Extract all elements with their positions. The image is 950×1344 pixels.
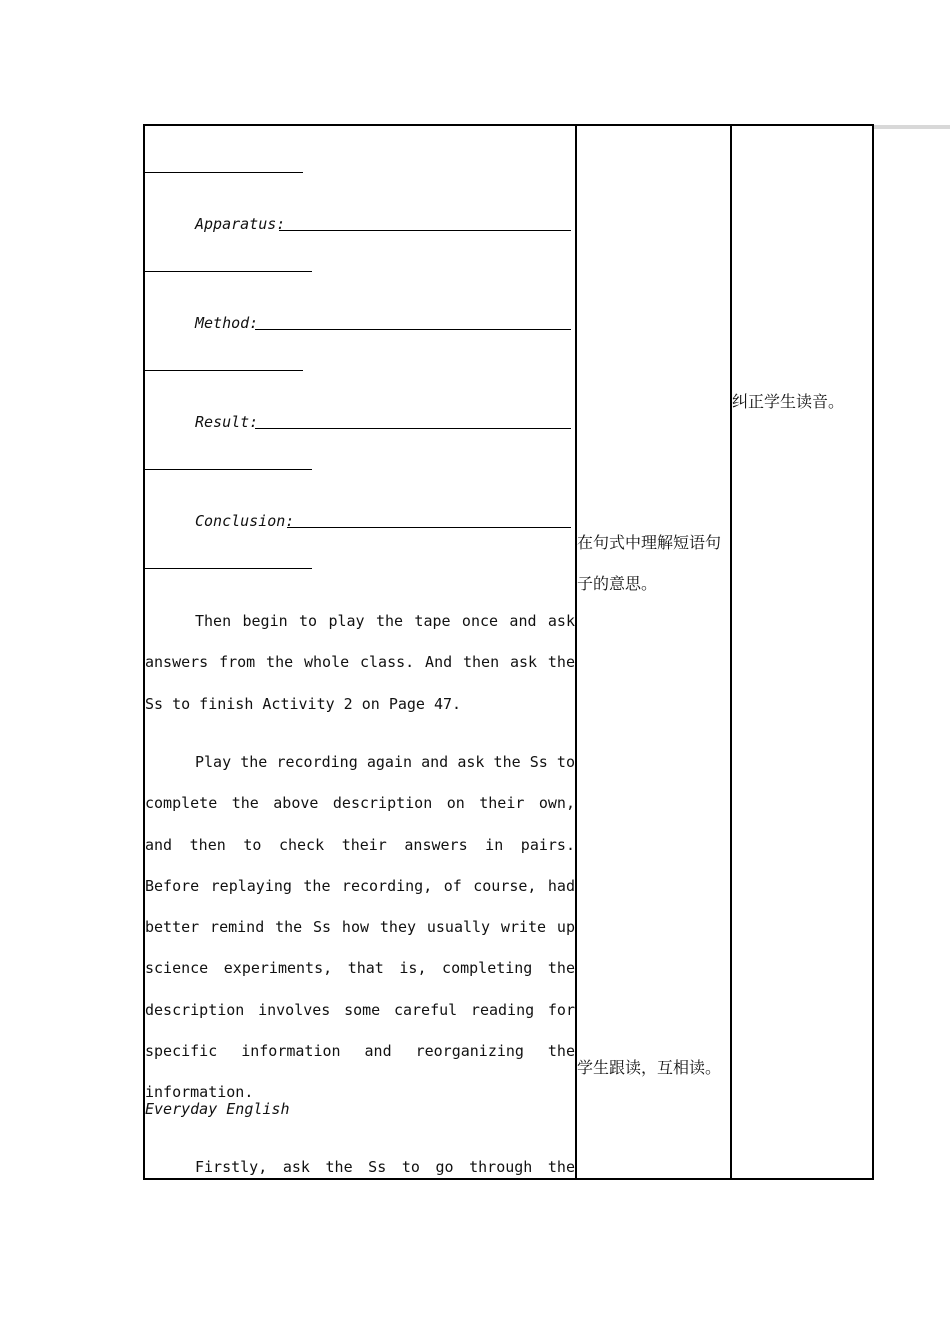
conclusion-blank — [287, 527, 571, 528]
procedure-column — [145, 126, 575, 1178]
paragraph-play-tape — [145, 601, 575, 725]
page-edge-rule — [874, 125, 950, 129]
paragraph-play-tape-text: Then begin to play the tape once and ask answers from the whole class. And then ask the Ss to finish Activity 2 on Page 47. — [145, 612, 575, 713]
conclusion-label: Conclusion: — [195, 512, 295, 530]
column2-note-understand: 在句式中理解短语句子的意思。 — [577, 533, 722, 593]
column2-note-read-along: 学生跟读，互相读。 — [577, 1058, 722, 1077]
method-blank — [255, 329, 571, 330]
paragraph-play-again-text: Play the recording again and ask the Ss to complete the above description on their own, and then to check their answers in pairs. Before replaying the recording, of course, had better remind the Ss how they usually write up science experiments, that is, completing the description involves some careful reading for specific information and reorganizing the information. — [145, 753, 575, 1102]
apparatus-blank-cont — [145, 271, 312, 272]
column-divider-2 — [730, 126, 732, 1178]
result-blank — [255, 428, 571, 429]
apparatus-label: Apparatus: — [195, 215, 286, 233]
everyday-english-heading: Everyday English — [145, 1100, 290, 1118]
method-label: Method: — [195, 314, 259, 332]
lesson-table — [143, 124, 874, 1180]
column3-note-correct-pronunciation: 纠正学生读音。 — [732, 392, 845, 411]
method-blank-cont — [145, 370, 303, 371]
paragraph-firstly-text: Firstly, ask the Ss to go through the — [195, 1158, 575, 1176]
conclusion-blank-cont — [145, 568, 312, 569]
paragraph-play-again — [145, 742, 575, 1114]
result-label: Result: — [195, 413, 259, 431]
column-divider-1 — [575, 126, 577, 1178]
paragraph-firstly — [145, 1147, 575, 1179]
result-blank-cont — [145, 469, 312, 470]
apparatus-blank — [279, 230, 571, 231]
answer-blank-line — [145, 172, 303, 173]
